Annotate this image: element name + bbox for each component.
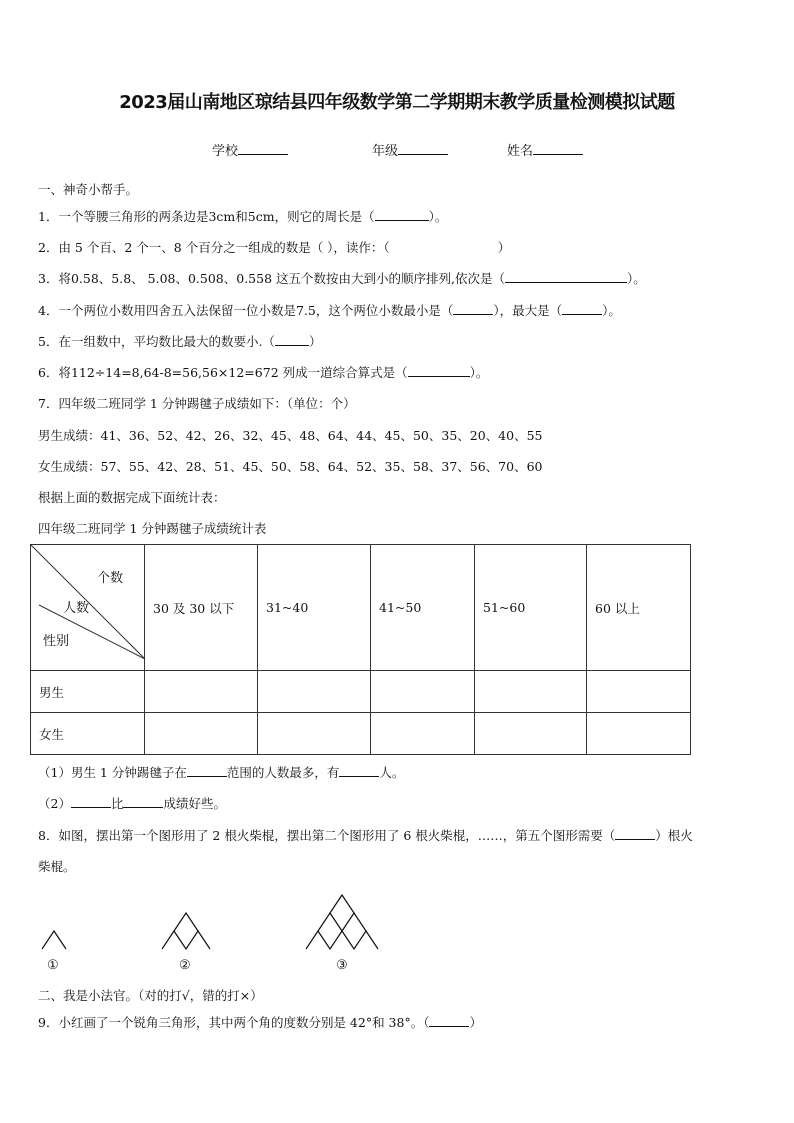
diagonal-header-cell [31, 545, 145, 671]
matchstick-figure-1 [40, 885, 70, 950]
question-9: 9．小红画了一个锐角三角形，其中两个角的度数分别是 42°和 38°。（ ） [38, 1015, 482, 1030]
name-field: 姓名 [507, 140, 583, 159]
table-cell [371, 713, 475, 755]
matchstick-figure-2 [160, 885, 215, 950]
section1-heading: 一、神奇小帮手。 [38, 182, 139, 197]
section2-heading: 二、我是小法官。（对的打√，错的打×） [38, 988, 263, 1003]
header-label-count: 个数 [97, 571, 124, 586]
question-5: 5．在一组数中，平均数比最大的数要小.（ ） [38, 334, 322, 349]
question-2: 2．由 5 个百、2 个一、8 个百分之一组成的数是（ ），读作：（ ） [38, 240, 511, 255]
table-header-row [31, 545, 691, 671]
table-cell [587, 713, 691, 755]
question-7: 7．四年级二班同学 1 分钟踢毽子成绩如下：（单位：个） [38, 396, 356, 411]
table-cell [371, 671, 475, 713]
row-label-girls: 女生 [31, 713, 145, 755]
page-title: 2023届山南地区琼结县四年级数学第二学期期末教学质量检测模拟试题 [119, 92, 675, 113]
question-4: 4．一个两位小数用四舍五入法保留一位小数是7.5，这个两位小数最小是（ ），最大是（ ）。 [38, 303, 621, 318]
table-cell [587, 671, 691, 713]
table-cell [475, 671, 587, 713]
figure-label-3: ③ [336, 958, 348, 973]
matchstick-figure-3 [303, 885, 383, 950]
table-cell [475, 713, 587, 755]
row-label-boys: 男生 [31, 671, 145, 713]
table-cell [145, 671, 258, 713]
figure-label-1: ① [47, 958, 59, 973]
table-cell [258, 671, 371, 713]
column-header: 60 以上 [587, 545, 691, 671]
table-cell [145, 713, 258, 755]
boys-scores: 男生成绩：41、36、52、42、26、32、45、48、64、44、45、50、35、20、40、55 [38, 428, 543, 443]
column-header: 51~60 [475, 545, 587, 671]
question-3: 3．将0.58、5.8、 5.08、0.508、0.558 这五个数按由大到小的顺序排列,依次是（ ）。 [38, 271, 646, 286]
question-7-sub-1: （1）男生 1 分钟踢毽子在 范围的人数最多，有 人。 [38, 765, 405, 780]
table-row [31, 713, 691, 755]
table-instruction: 根据上面的数据完成下面统计表： [38, 490, 226, 505]
column-header: 30 及 30 以下 [145, 545, 258, 671]
figure-label-2: ② [179, 958, 191, 973]
question-1: 1．一个等腰三角形的两条边是3cm和5cm，则它的周长是（ ）。 [38, 209, 448, 224]
grade-field: 年级 [372, 140, 448, 159]
diagonal-lines [31, 545, 151, 671]
header-label-people: 人数 [63, 601, 90, 616]
question-7-sub-2: （2） 比 成绩好些。 [38, 796, 226, 811]
girls-scores: 女生成绩：57、55、42、28、51、45、50、58、64、52、35、58、37、56、70、60 [38, 459, 543, 474]
column-header: 41~50 [371, 545, 475, 671]
school-field: 学校 [212, 140, 288, 159]
table-row [31, 671, 691, 713]
table-title: 四年级二班同学 1 分钟踢毽子成绩统计表 [38, 521, 267, 536]
question-6: 6．将112÷14=8,64-8=56,56×12=672 列成一道综合算式是（ ）。 [38, 365, 489, 380]
stats-table [30, 544, 691, 755]
column-header: 31~40 [258, 545, 371, 671]
question-8-continued: 柴棍。 [38, 859, 76, 874]
table-cell [258, 713, 371, 755]
header-label-gender: 性别 [43, 634, 70, 649]
question-8: 8．如图，摆出第一个图形用了 2 根火柴棍，摆出第二个图形用了 6 根火柴棍，……，第五个图形需要（ ）根火 [38, 828, 693, 843]
